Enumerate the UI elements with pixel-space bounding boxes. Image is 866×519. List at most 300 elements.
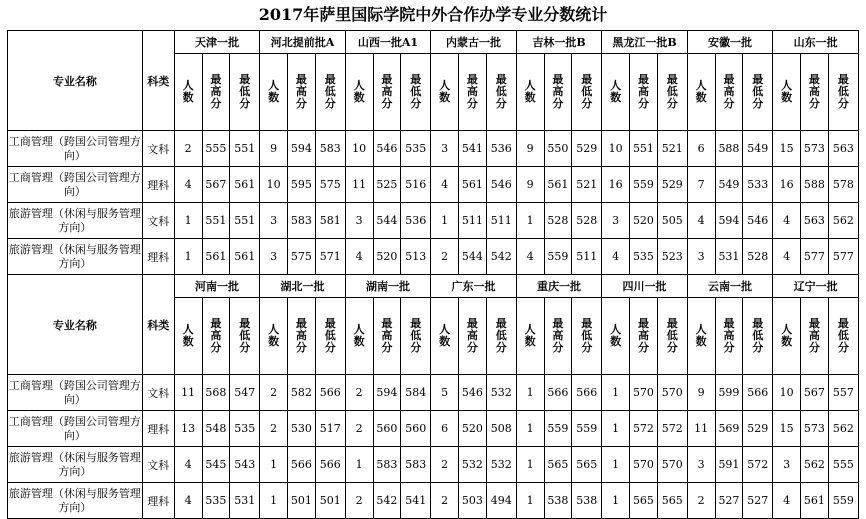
score-cell: 532 [459, 447, 487, 483]
score-cell: 525 [373, 167, 401, 203]
score-cell: 15 [773, 131, 801, 167]
score-cell: 7 [687, 167, 715, 203]
province-header: 辽宁一批 [773, 275, 859, 298]
score-cell: 527 [715, 483, 743, 519]
province-header-row [8, 31, 859, 54]
score-cell: 2 [260, 375, 288, 411]
score-cell: 4 [431, 167, 459, 203]
score-cell: 594 [288, 131, 316, 167]
sub-header-char: 低 [752, 85, 764, 98]
sub-header-min [572, 54, 602, 131]
score-cell: 583 [401, 447, 431, 483]
category-cell: 文科 [142, 375, 174, 411]
table-row [8, 203, 859, 239]
score-cell: 511 [459, 203, 487, 239]
sub-header-min [828, 54, 858, 131]
score-cell: 545 [202, 447, 230, 483]
table-row [8, 483, 859, 519]
sub-header-char: 分 [324, 97, 336, 110]
score-cell: 4 [773, 483, 801, 519]
category-cell: 理科 [142, 167, 174, 203]
sub-header-char: 分 [723, 97, 735, 110]
sub-header-min [657, 298, 687, 375]
sub-header-char: 人 [182, 79, 194, 92]
score-cell: 551 [630, 131, 658, 167]
sub-header-count [687, 54, 715, 131]
sub-header-char: 高 [210, 85, 222, 98]
table-row [8, 411, 859, 447]
category-cell: 理科 [142, 239, 174, 275]
sub-header-char: 低 [495, 85, 507, 98]
sub-header-char: 低 [581, 329, 593, 342]
province-header: 广东一批 [431, 275, 517, 298]
sub-header-max [630, 298, 658, 375]
province-header: 重庆一批 [516, 275, 602, 298]
sub-header-count [174, 298, 202, 375]
sub-header-char: 分 [837, 341, 849, 354]
sub-header-char: 人 [524, 79, 536, 92]
sub-header-char: 最 [752, 317, 764, 330]
score-cell: 1 [516, 447, 544, 483]
score-cell: 557 [828, 375, 858, 411]
sub-header-char: 最 [381, 317, 393, 330]
sub-header-char: 分 [410, 341, 422, 354]
score-cell: 2 [431, 447, 459, 483]
sub-header-char: 最 [466, 317, 478, 330]
sub-header-char: 最 [210, 73, 222, 86]
sub-header-char: 分 [210, 341, 222, 354]
score-cell: 9 [516, 131, 544, 167]
sub-header-min [315, 298, 345, 375]
sub-header-char: 分 [666, 97, 678, 110]
sub-header-count [602, 54, 630, 131]
score-cell: 4 [773, 203, 801, 239]
sub-header-char: 人 [182, 323, 194, 336]
score-cell: 13 [174, 411, 202, 447]
score-cell: 10 [260, 167, 288, 203]
score-cell: 561 [230, 239, 260, 275]
score-cell: 546 [486, 167, 516, 203]
score-cell: 572 [657, 411, 687, 447]
sub-header-max [544, 54, 572, 131]
province-header-row [8, 275, 859, 298]
sub-header-char: 分 [752, 97, 764, 110]
sub-header-char: 最 [637, 317, 649, 330]
sub-header-char: 高 [381, 329, 393, 342]
sub-header-count [516, 298, 544, 375]
score-cell: 5 [431, 375, 459, 411]
score-cell: 16 [602, 167, 630, 203]
sub-header-char: 最 [381, 73, 393, 86]
sub-header-char: 分 [295, 97, 307, 110]
score-cell: 523 [657, 239, 687, 275]
score-cell: 530 [288, 411, 316, 447]
score-cell: 577 [828, 239, 858, 275]
sub-header-min [486, 54, 516, 131]
sub-header-char: 分 [381, 97, 393, 110]
sub-header-char: 分 [495, 97, 507, 110]
sub-header-count [260, 298, 288, 375]
sub-header-char: 分 [324, 341, 336, 354]
sub-header-char: 最 [466, 73, 478, 86]
sub-header-char: 分 [581, 341, 593, 354]
score-cell: 582 [288, 375, 316, 411]
score-cell: 566 [288, 447, 316, 483]
sub-header-char: 分 [808, 341, 820, 354]
score-cell: 549 [743, 131, 773, 167]
table-row [8, 375, 859, 411]
score-cell: 555 [202, 131, 230, 167]
score-cell: 3 [687, 239, 715, 275]
score-cell: 1 [260, 483, 288, 519]
score-cell: 594 [373, 375, 401, 411]
score-cell: 562 [801, 447, 829, 483]
sub-header-max [715, 54, 743, 131]
score-cell: 544 [459, 239, 487, 275]
score-cell: 528 [743, 239, 773, 275]
sub-header-char: 人 [695, 323, 707, 336]
score-cell: 565 [630, 483, 658, 519]
score-cell: 568 [202, 375, 230, 411]
score-cell: 501 [315, 483, 345, 519]
score-cell: 569 [715, 411, 743, 447]
score-cell: 521 [657, 131, 687, 167]
sub-header-count [260, 54, 288, 131]
sub-header-char: 分 [381, 341, 393, 354]
sub-header-char: 分 [552, 341, 564, 354]
score-table [7, 30, 859, 519]
score-cell: 1 [345, 447, 373, 483]
sub-header-char: 人 [610, 323, 622, 336]
sub-header-char: 数 [610, 335, 622, 348]
score-cell: 570 [657, 447, 687, 483]
sub-header-char: 数 [695, 91, 707, 104]
sub-header-char: 低 [837, 85, 849, 98]
score-cell: 494 [486, 483, 516, 519]
sub-header-char: 数 [781, 91, 793, 104]
table-row [8, 131, 859, 167]
score-cell: 3 [773, 447, 801, 483]
sub-header-count [687, 298, 715, 375]
score-cell: 546 [373, 131, 401, 167]
sub-header-char: 高 [637, 329, 649, 342]
sub-header-char: 低 [666, 329, 678, 342]
score-cell: 559 [630, 167, 658, 203]
score-cell: 573 [801, 411, 829, 447]
score-cell: 565 [544, 447, 572, 483]
sub-header-char: 高 [295, 329, 307, 342]
sub-header-char: 人 [695, 79, 707, 92]
score-cell: 532 [486, 375, 516, 411]
score-cell: 3 [602, 203, 630, 239]
sub-header-char: 高 [723, 85, 735, 98]
score-cell: 566 [544, 375, 572, 411]
sub-header-char: 高 [466, 329, 478, 342]
score-cell: 1 [602, 447, 630, 483]
score-cell: 529 [743, 411, 773, 447]
score-cell: 538 [572, 483, 602, 519]
score-cell: 581 [315, 203, 345, 239]
category-header: 科类 [142, 275, 174, 375]
score-cell: 546 [743, 203, 773, 239]
sub-header-char: 数 [524, 335, 536, 348]
major-name-cell: 工商管理（跨国公司管理方向） [8, 167, 143, 203]
score-cell: 583 [373, 447, 401, 483]
sub-header-char: 人 [268, 323, 280, 336]
sub-header-char: 最 [295, 73, 307, 86]
score-cell: 535 [401, 131, 431, 167]
score-cell: 517 [315, 411, 345, 447]
sub-header-char: 高 [295, 85, 307, 98]
sub-header-max [288, 298, 316, 375]
score-cell: 565 [572, 447, 602, 483]
sub-header-char: 人 [353, 323, 365, 336]
province-header: 内蒙古一批 [431, 31, 517, 54]
major-header: 专业名称 [8, 275, 143, 375]
sub-header-char: 最 [637, 73, 649, 86]
province-header: 吉林一批B [516, 31, 602, 54]
score-cell: 543 [230, 447, 260, 483]
score-cell: 588 [715, 131, 743, 167]
sub-header-char: 分 [295, 341, 307, 354]
score-cell: 575 [288, 239, 316, 275]
sub-header-count [345, 298, 373, 375]
score-cell: 2 [345, 411, 373, 447]
score-cell: 546 [459, 375, 487, 411]
sub-header-char: 最 [239, 317, 251, 330]
page-title: 2017年萨里国际学院中外合作办学专业分数统计 [258, 5, 608, 24]
sub-header-char: 最 [295, 317, 307, 330]
sub-header-char: 分 [837, 97, 849, 110]
sub-header-max [544, 298, 572, 375]
score-cell: 1 [174, 203, 202, 239]
score-cell: 559 [544, 239, 572, 275]
score-cell: 4 [345, 239, 373, 275]
score-cell: 559 [828, 483, 858, 519]
major-name-cell: 工商管理（跨国公司管理方向） [8, 411, 143, 447]
score-cell: 536 [401, 203, 431, 239]
score-cell: 562 [828, 411, 858, 447]
sub-header-max [202, 54, 230, 131]
sub-header-char: 数 [439, 91, 451, 104]
score-cell: 528 [544, 203, 572, 239]
sub-header-char: 分 [581, 97, 593, 110]
sub-header-char: 最 [239, 73, 251, 86]
score-cell: 3 [687, 447, 715, 483]
sub-header-char: 分 [495, 341, 507, 354]
score-cell: 571 [315, 239, 345, 275]
score-cell: 542 [486, 239, 516, 275]
table-row [8, 447, 859, 483]
section-2 [8, 275, 859, 519]
score-cell: 572 [630, 411, 658, 447]
table-row [8, 239, 859, 275]
score-cell: 520 [373, 239, 401, 275]
sub-header-char: 最 [723, 73, 735, 86]
score-cell: 542 [373, 483, 401, 519]
score-cell: 561 [801, 483, 829, 519]
sub-header-char: 低 [410, 329, 422, 342]
sub-header-char: 分 [666, 341, 678, 354]
sub-header-char: 最 [210, 317, 222, 330]
score-cell: 1 [602, 375, 630, 411]
score-cell: 562 [828, 203, 858, 239]
score-cell: 529 [572, 131, 602, 167]
sub-header-char: 最 [324, 73, 336, 86]
score-cell: 4 [516, 239, 544, 275]
sub-header-min [486, 298, 516, 375]
sub-header-char: 分 [239, 341, 251, 354]
sub-header-char: 最 [552, 73, 564, 86]
score-cell: 15 [773, 411, 801, 447]
score-cell: 560 [373, 411, 401, 447]
score-cell: 531 [230, 483, 260, 519]
score-cell: 11 [687, 411, 715, 447]
sub-header-char: 分 [552, 97, 564, 110]
score-cell: 567 [801, 375, 829, 411]
sub-header-max [288, 54, 316, 131]
score-cell: 527 [743, 483, 773, 519]
score-cell: 532 [486, 447, 516, 483]
sub-header-char: 最 [495, 73, 507, 86]
score-cell: 536 [486, 131, 516, 167]
province-header: 湖南一批 [345, 275, 431, 298]
sub-header-char: 分 [239, 97, 251, 110]
score-cell: 578 [828, 167, 858, 203]
sub-header-char: 低 [581, 85, 593, 98]
score-cell: 541 [401, 483, 431, 519]
score-cell: 572 [743, 447, 773, 483]
category-cell: 文科 [142, 447, 174, 483]
score-cell: 535 [630, 239, 658, 275]
score-cell: 550 [544, 131, 572, 167]
province-header: 四川一批 [602, 275, 688, 298]
sub-header-char: 分 [210, 97, 222, 110]
province-header: 天津一批 [174, 31, 259, 54]
score-cell: 570 [630, 447, 658, 483]
score-cell: 1 [516, 375, 544, 411]
score-cell: 566 [315, 447, 345, 483]
score-cell: 511 [572, 239, 602, 275]
sub-header-char: 最 [495, 317, 507, 330]
score-cell: 595 [288, 167, 316, 203]
score-cell: 566 [315, 375, 345, 411]
sub-header-char: 最 [324, 317, 336, 330]
sub-header-max [801, 54, 829, 131]
score-cell: 559 [572, 411, 602, 447]
province-header: 云南一批 [687, 275, 772, 298]
sub-header-char: 人 [524, 323, 536, 336]
score-cell: 566 [743, 375, 773, 411]
sub-header-char: 数 [695, 335, 707, 348]
score-cell: 535 [230, 411, 260, 447]
sub-header-char: 最 [723, 317, 735, 330]
score-cell: 555 [828, 447, 858, 483]
sub-header-char: 数 [353, 335, 365, 348]
score-cell: 584 [401, 375, 431, 411]
score-cell: 9 [687, 375, 715, 411]
score-cell: 573 [801, 131, 829, 167]
province-header: 安徽一批 [687, 31, 772, 54]
sub-header-count [345, 54, 373, 131]
score-cell: 548 [202, 411, 230, 447]
major-name-cell: 旅游管理（休闲与服务管理方向） [8, 447, 143, 483]
major-name-cell: 工商管理（跨国公司管理方向） [8, 131, 143, 167]
score-cell: 599 [715, 375, 743, 411]
sub-header-char: 最 [666, 317, 678, 330]
sub-header-char: 最 [752, 73, 764, 86]
sub-header-max [459, 298, 487, 375]
sub-header-max [373, 298, 401, 375]
score-cell: 6 [687, 131, 715, 167]
score-cell: 533 [743, 167, 773, 203]
score-cell: 4 [174, 447, 202, 483]
sub-header-char: 最 [837, 317, 849, 330]
sub-header-count [773, 298, 801, 375]
major-name-cell: 工商管理（跨国公司管理方向） [8, 375, 143, 411]
sub-header-char: 最 [552, 317, 564, 330]
sub-header-char: 数 [268, 91, 280, 104]
score-cell: 583 [288, 203, 316, 239]
sub-header-count [174, 54, 202, 131]
score-cell: 4 [602, 239, 630, 275]
category-cell: 理科 [142, 483, 174, 519]
sub-header-char: 高 [552, 329, 564, 342]
score-cell: 511 [486, 203, 516, 239]
sub-header-min [230, 54, 260, 131]
score-cell: 10 [345, 131, 373, 167]
sub-header-max [801, 298, 829, 375]
score-cell: 538 [544, 483, 572, 519]
sub-header-max [715, 298, 743, 375]
sub-header-char: 低 [666, 85, 678, 98]
score-cell: 6 [431, 411, 459, 447]
score-cell: 570 [657, 375, 687, 411]
score-cell: 544 [373, 203, 401, 239]
sub-header-char: 低 [239, 85, 251, 98]
score-cell: 551 [230, 203, 260, 239]
score-cell: 1 [260, 447, 288, 483]
score-cell: 549 [715, 167, 743, 203]
score-cell: 9 [260, 131, 288, 167]
sub-header-min [315, 54, 345, 131]
category-cell: 文科 [142, 131, 174, 167]
major-name-cell: 旅游管理（休闲与服务管理方向） [8, 239, 143, 275]
score-cell: 561 [459, 167, 487, 203]
sub-header-char: 人 [353, 79, 365, 92]
score-cell: 567 [202, 167, 230, 203]
score-cell: 10 [773, 375, 801, 411]
sub-header-char: 最 [581, 73, 593, 86]
sub-header-char: 最 [808, 73, 820, 86]
score-cell: 588 [801, 167, 829, 203]
sub-header-max [630, 54, 658, 131]
score-cell: 9 [516, 167, 544, 203]
score-cell: 10 [602, 131, 630, 167]
sub-header-char: 低 [752, 329, 764, 342]
sub-header-char: 最 [808, 317, 820, 330]
score-cell: 528 [572, 203, 602, 239]
sub-header-count [516, 54, 544, 131]
score-cell: 2 [345, 483, 373, 519]
sub-header-min [572, 298, 602, 375]
score-cell: 2 [431, 483, 459, 519]
section-1 [8, 31, 859, 275]
score-cell: 566 [572, 375, 602, 411]
sub-header-max [459, 54, 487, 131]
category-header: 科类 [142, 31, 174, 131]
sub-header-char: 分 [410, 97, 422, 110]
